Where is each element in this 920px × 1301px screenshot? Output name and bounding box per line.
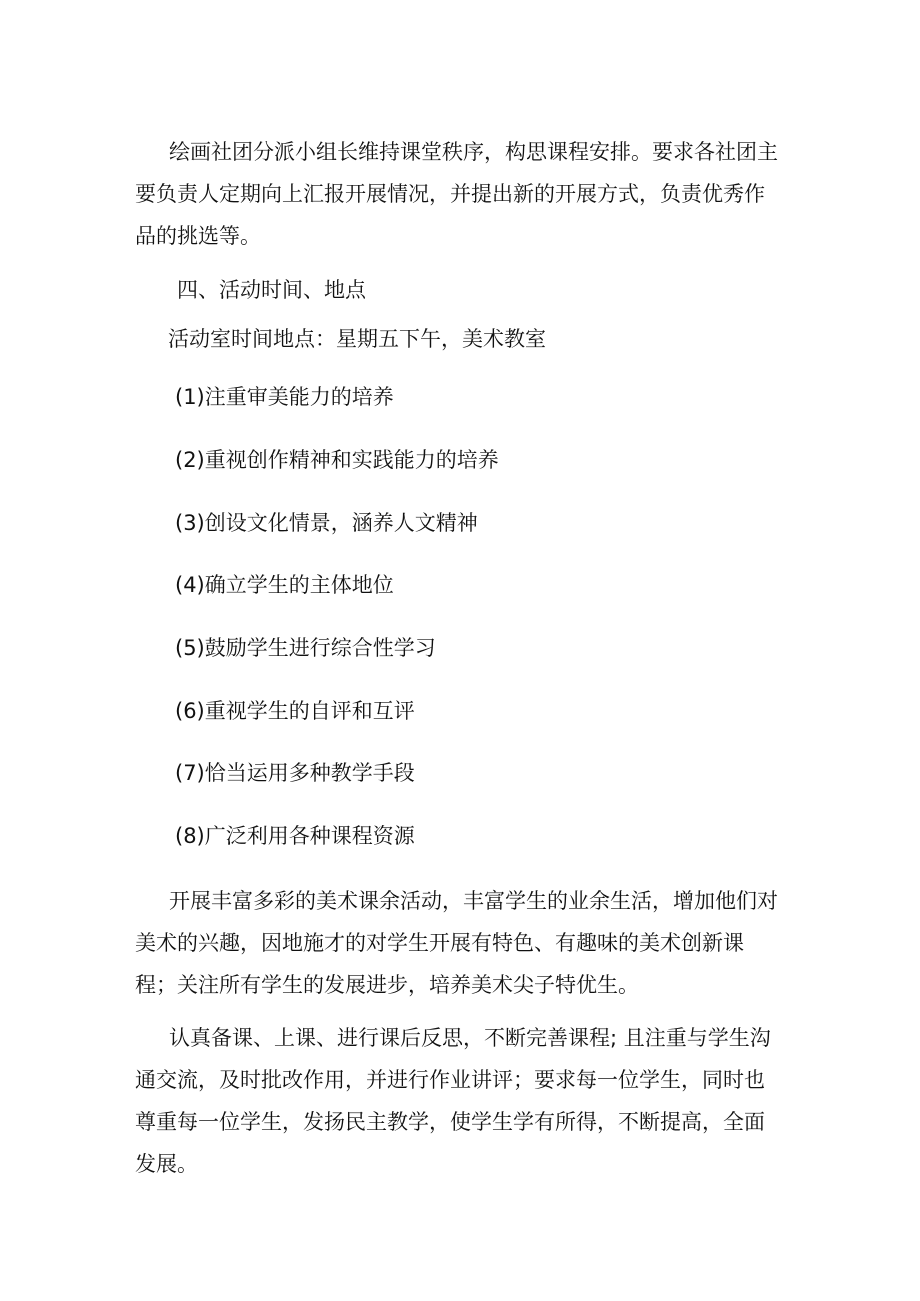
list-item-6: (6)重视学生的自评和互评 bbox=[175, 699, 415, 723]
list-item-4: (4)确立学生的主体地位 bbox=[175, 573, 394, 597]
list-item-7: (7)恰当运用多种教学手段 bbox=[175, 761, 415, 785]
list-item-8: (8)广泛利用各种课程资源 bbox=[175, 824, 415, 848]
section-heading-time-place: 四、活动时间、地点 bbox=[177, 278, 366, 302]
paragraph-activities: 开展丰富多彩的美术课余活动，丰富学生的业余生活，增加他们对美术的兴趣，因地施才的对学生开展有特色、有趣味的美术创新课程；关注所有学生的发展进步，培养美术尖子特优生。 bbox=[135, 889, 778, 997]
paragraph-club-organization: 绘画社团分派小组长维持课堂秩序，构思课程安排。要求各社团主要负责人定期向上汇报开展情况，并提出新的开展方式，负责优秀作品的挑选等。 bbox=[135, 140, 778, 248]
paragraph-teaching: 认真备课、上课、进行课后反思，不断完善课程; 且注重与学生沟通交流，及时批改作用，并进行作业讲评；要求每一位学生，同时也尊重每一位学生，发扬民主教学，使学生学有所得，不断提高，全面发展。 bbox=[135, 1026, 771, 1176]
list-item-5: (5)鼓励学生进行综合性学习 bbox=[175, 636, 436, 660]
list-item-3: (3)创设文化情景，涵养人文精神 bbox=[175, 511, 478, 535]
list-item-2: (2)重视创作精神和实践能力的培养 bbox=[175, 448, 499, 472]
time-place-text: 活动室时间地点：星期五下午，美术教室 bbox=[168, 327, 546, 351]
list-item-1: (1)注重审美能力的培养 bbox=[175, 385, 394, 409]
